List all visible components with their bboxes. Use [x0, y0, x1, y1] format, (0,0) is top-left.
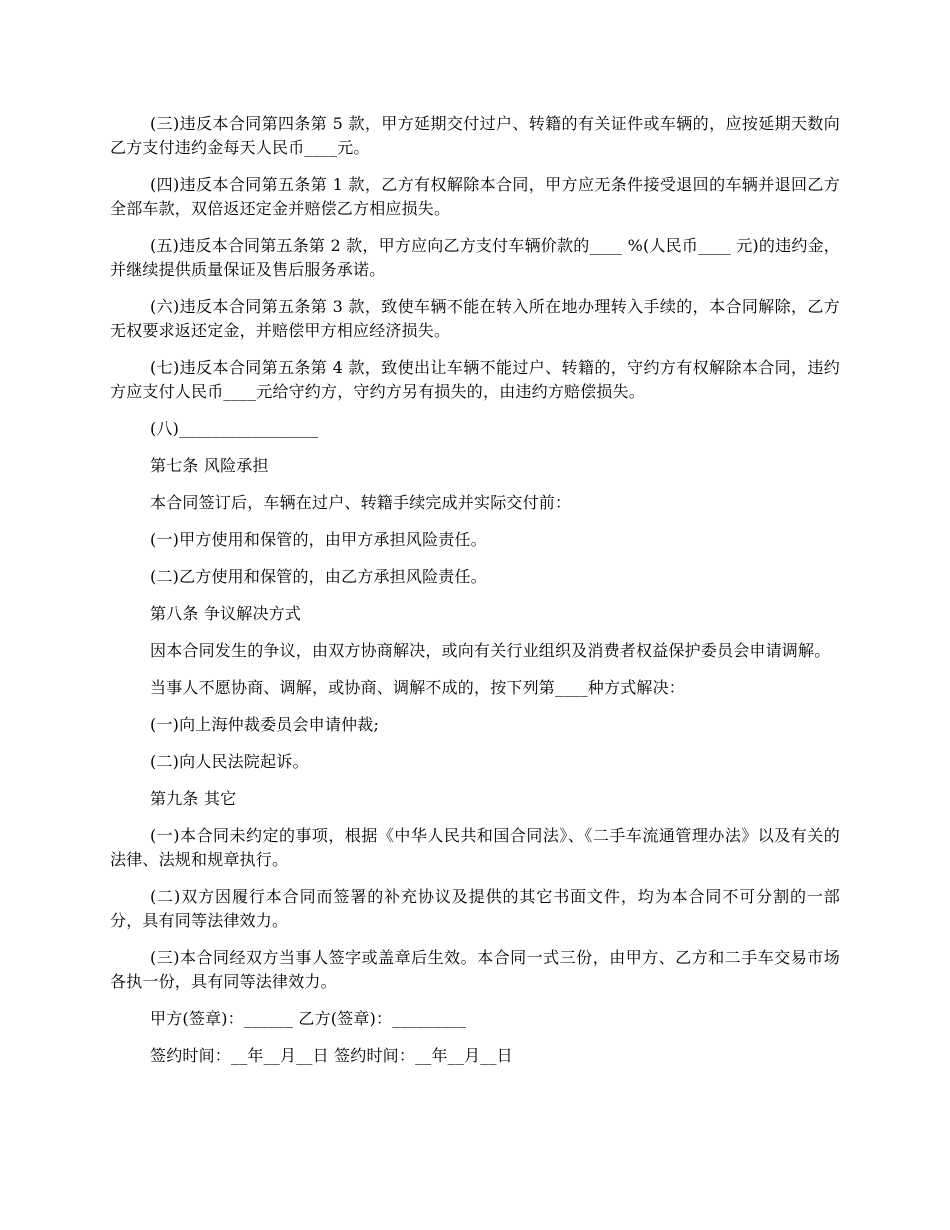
- signature-line: 甲方(签章)：______ 乙方(签章)：_________: [150, 1009, 467, 1028]
- document-page: [110, 112, 840, 1081]
- signing-date-line: 签约时间：__年__月__日 签约时间：__年__月__日: [150, 1046, 513, 1065]
- clause-penalty-7: (七)违反本合同第五条第 4 款，致使出让车辆不能过户、转籍的，守约方有权解除本合同，违约方应支付人民币____元给守约方，守约方另有损失的，由违约方赔偿损失。: [110, 358, 840, 401]
- article-8-resolution-choice: 当事人不愿协商、调解，或协商、调解不成的，按下列第____种方式解决：: [150, 678, 686, 697]
- article-9-item-2: (二)双方因履行本合同而签署的补充协议及提供的其它书面文件，均为本合同不可分割的一部分，具有同等法律效力。: [110, 887, 840, 930]
- article-7-item-1: (一)甲方使用和保管的，由甲方承担风险责任。: [150, 530, 487, 549]
- clause-penalty-3: (三)违反本合同第四条第 5 款，甲方延期交付过户、转籍的有关证件或车辆的，应按延期天数向乙方支付违约金每天人民币____元。: [110, 114, 840, 157]
- article-9-item-3: (三)本合同经双方当事人签字或盖章后生效。本合同一式三份，由甲方、乙方和二手车交易市场各执一份，具有同等法律效力。: [110, 948, 840, 991]
- article-9-item-1: (一)本合同未约定的事项，根据《中华人民共和国合同法》、《二手车流通管理办法》以及有关的法律、法规和规章执行。: [110, 826, 840, 869]
- article-8-heading: 第八条 争议解决方式: [150, 604, 302, 623]
- clause-penalty-8: (八)_________________: [150, 419, 319, 438]
- article-9-heading: 第九条 其它: [150, 789, 237, 808]
- clause-penalty-5: (五)违反本合同第五条第 2 款，甲方应向乙方支付车辆价款的____ %(人民币____ 元)的违约金，并继续提供质量保证及售后服务承诺。: [110, 236, 840, 279]
- article-8-mediation: 因本合同发生的争议，由双方协商解决，或向有关行业组织及消费者权益保护委员会申请调解。: [150, 641, 831, 660]
- article-7-item-2: (二)乙方使用和保管的，由乙方承担风险责任。: [150, 567, 487, 586]
- clause-penalty-4: (四)违反本合同第五条第 1 款，乙方有权解除本合同，甲方应无条件接受退回的车辆并退回乙方全部车款，双倍返还定金并赔偿乙方相应损失。: [110, 175, 840, 218]
- article-8-item-1: (一)向上海仲裁委员会申请仲裁;: [150, 715, 380, 734]
- article-7-intro: 本合同签订后，车辆在过户、转籍手续完成并实际交付前：: [150, 493, 572, 512]
- clause-penalty-6: (六)违反本合同第五条第 3 款，致使车辆不能在转入所在地办理转入手续的，本合同解除，乙方无权要求返还定金，并赔偿甲方相应经济损失。: [110, 297, 840, 340]
- article-7-heading: 第七条 风险承担: [150, 456, 269, 475]
- article-8-item-2: (二)向人民法院起诉。: [150, 752, 309, 771]
